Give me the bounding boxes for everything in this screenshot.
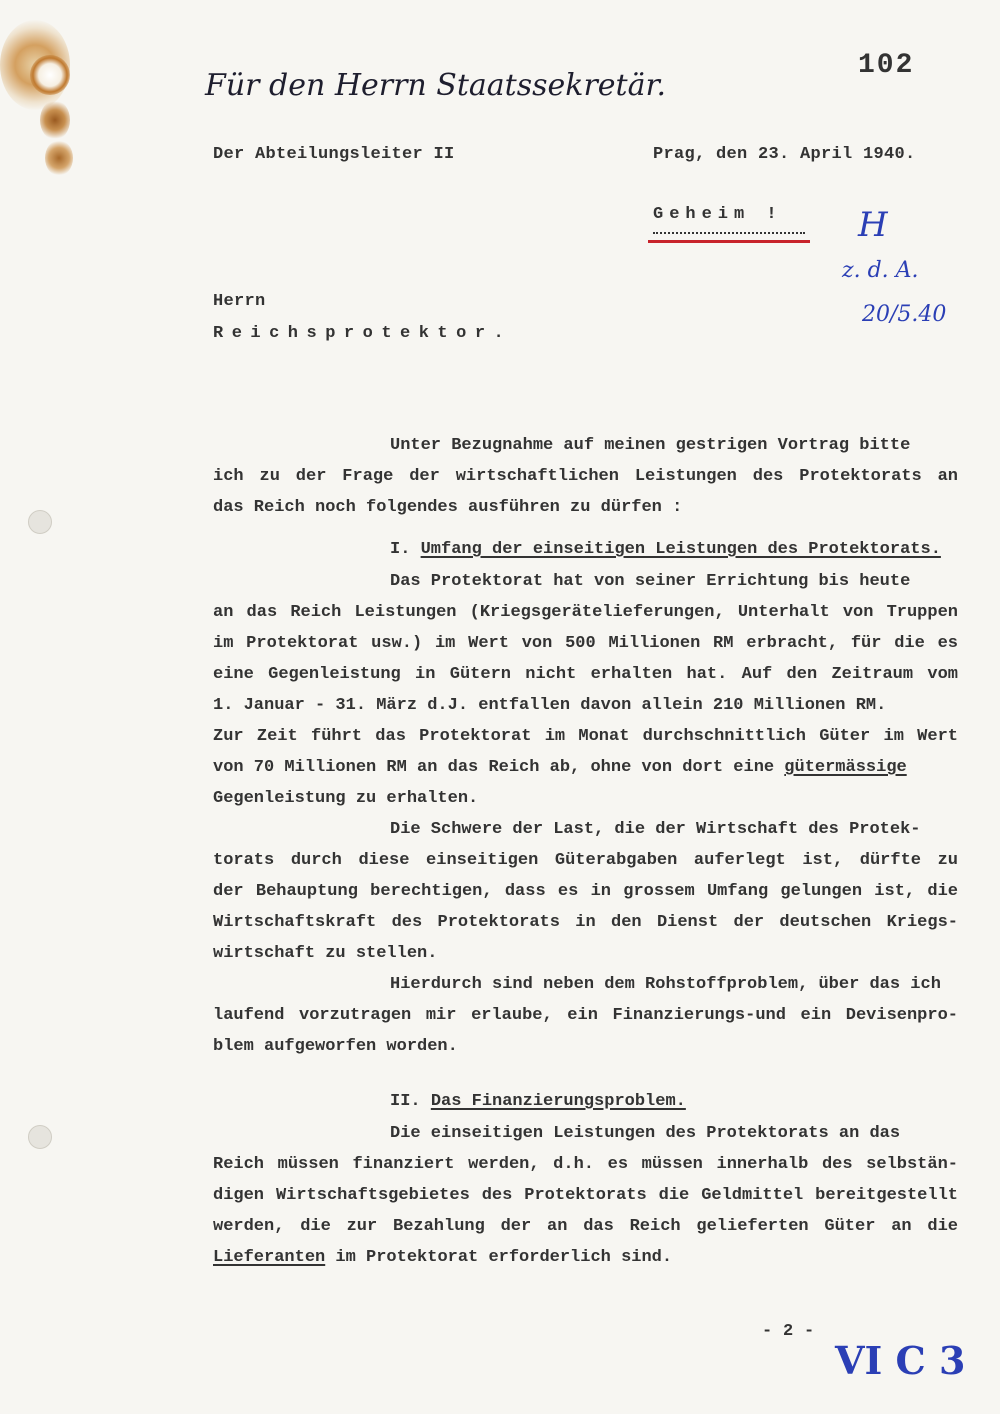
burn-stain (45, 140, 73, 176)
page-number: 102 (858, 50, 915, 81)
salutation: Herrn (213, 292, 266, 311)
body-line: torats durch diese einseitigen Güterabgaben auferlegt ist, dürfte zu (213, 851, 958, 870)
body-line: Die Schwere der Last, die der Wirtschaft des Protek- (390, 820, 921, 839)
marginal-date: 20/5.40 (862, 302, 947, 327)
body-line: Reich müssen finanziert werden, d.h. es müssen innerhalb des selbstän- (213, 1155, 958, 1174)
marginal-initials: H (858, 205, 888, 245)
body-line: werden, die zur Bezahlung der an das Reich gelieferten Güter an die (213, 1217, 958, 1236)
underlined-word: gütermässige (784, 758, 907, 777)
body-line: Wirtschaftskraft des Protektorats in den Dienst der deutschen Kriegs- (213, 913, 958, 932)
classification-underline (653, 232, 805, 234)
body-line: im Protektorat usw.) im Wert von 500 Millionen RM erbracht, für die es (213, 634, 958, 653)
marginal-note: z. d. A. (842, 258, 919, 283)
body-line: Zur Zeit führt das Protektorat im Monat durchschnittlich Güter im Wert (213, 727, 958, 746)
burn-stain (40, 100, 70, 140)
handwritten-note: Für den Herrn Staatssekretär. (205, 68, 667, 103)
body-line: der Behauptung berechtigen, dass es in grossem Umfang gelungen ist, die (213, 882, 958, 901)
body-line: eine Gegenleistung in Gütern nicht erhalten hat. Auf den Zeitraum vom (213, 665, 958, 684)
underlined-word: Lieferanten (213, 1248, 326, 1267)
addressee-title: Reichsprotektor. (213, 324, 513, 343)
section-title: Das Finanzierungsproblem. (430, 1092, 686, 1111)
punch-hole (28, 510, 52, 534)
body-line: Die einseitigen Leistungen des Protektorats an das (390, 1124, 901, 1143)
burn-stain (30, 55, 70, 95)
section-title: Umfang der einseitigen Leistungen des Protektorats. (420, 540, 941, 559)
classification-stamp: Geheim ! (653, 205, 783, 224)
intro-line: ich zu der Frage der wirtschaftlichen Leistungen des Protektorats an (213, 467, 958, 486)
body-line: Das Protektorat hat von seiner Errichtung bis heute (390, 572, 911, 591)
sender: Der Abteilungsleiter II (213, 145, 455, 164)
section-number: I. (390, 540, 411, 559)
body-text: von 70 Millionen RM an das Reich ab, ohne von dort eine (213, 758, 775, 777)
intro-line: das Reich noch folgendes ausführen zu dürfen : (213, 498, 683, 517)
red-underline (648, 240, 810, 243)
section-heading (390, 1092, 686, 1111)
body-line (213, 1248, 672, 1267)
body-line: Gegenleistung zu erhalten. (213, 789, 479, 808)
continuation-marker: - 2 - (762, 1322, 815, 1341)
body-line: blem aufgeworfen worden. (213, 1037, 458, 1056)
body-line: Hierdurch sind neben dem Rohstoffproblem, über das ich (390, 975, 941, 994)
body-line: an das Reich Leistungen (Kriegsgerätelieferungen, Unterhalt von Truppen (213, 603, 958, 622)
body-line: 1. Januar - 31. März d.J. entfallen davon allein 210 Millionen RM. (213, 696, 887, 715)
body-line: laufend vorzutragen mir erlaube, ein Finanzierungs-und ein Devisenpro- (213, 1006, 958, 1025)
section-heading (390, 540, 941, 559)
file-mark: VI C 3 (835, 1338, 966, 1383)
body-line: wirtschaft zu stellen. (213, 944, 438, 963)
section-number: II. (390, 1092, 421, 1111)
body-line (213, 758, 907, 777)
intro-line: Unter Bezugnahme auf meinen gestrigen Vortrag bitte (390, 436, 911, 455)
body-text: im Protektorat erforderlich sind. (335, 1248, 673, 1267)
body-line: digen Wirtschaftsgebietes des Protektorats die Geldmittel bereitgestellt (213, 1186, 958, 1205)
letter-date: Prag, den 23. April 1940. (653, 145, 916, 164)
punch-hole (28, 1125, 52, 1149)
